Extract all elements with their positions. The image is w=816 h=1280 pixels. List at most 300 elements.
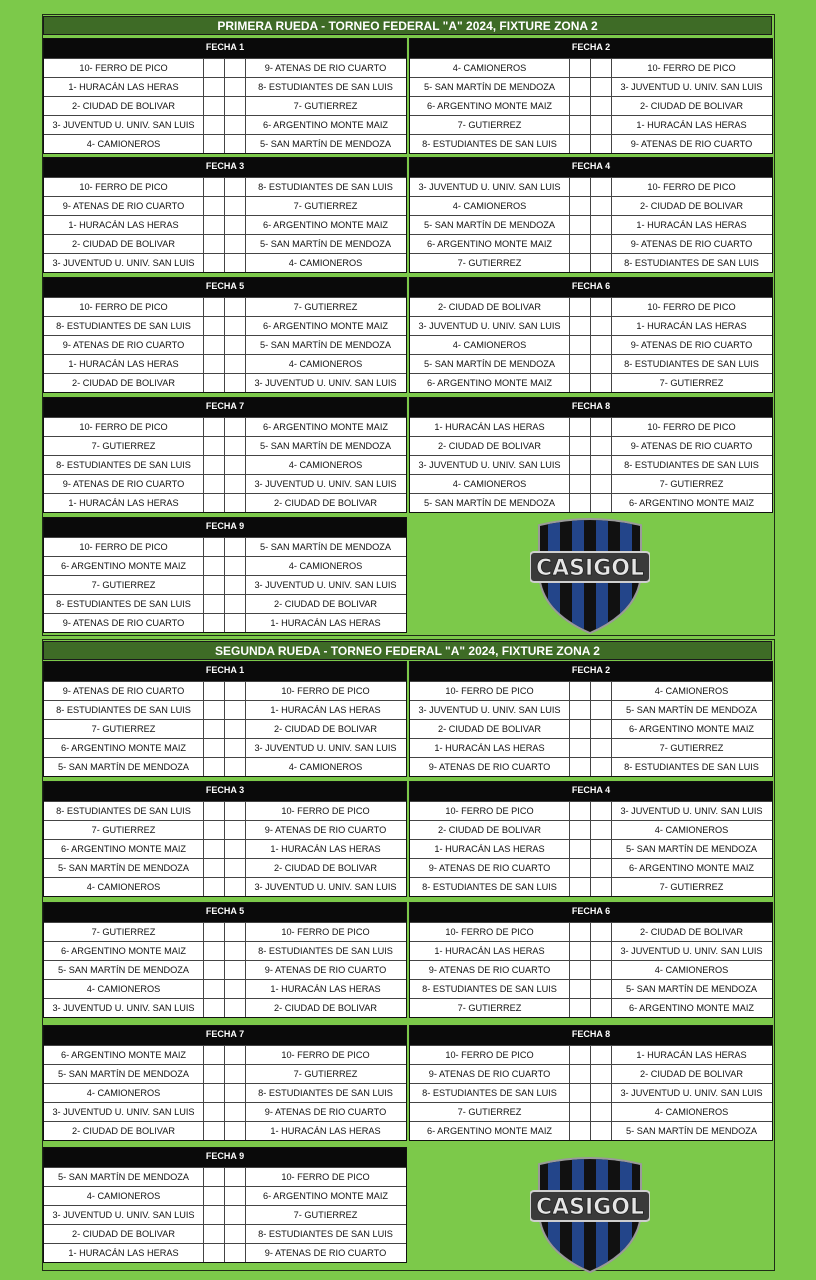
away-team: 3- JUVENTUD U. UNIV. SAN LUIS <box>611 802 771 820</box>
home-team: 9- ATENAS DE RIO CUARTO <box>62 340 185 350</box>
home-score-cell <box>569 1103 590 1121</box>
home-score-cell <box>569 878 590 896</box>
segunda-rueda-title: SEGUNDA RUEDA - TORNEO FEDERAL "A" 2024, FIXTURE ZONA 2 <box>43 641 772 660</box>
home-score-cell <box>203 923 224 941</box>
home-score-cell <box>203 216 224 234</box>
match-row <box>410 96 772 115</box>
fecha-table <box>409 1025 773 1141</box>
fecha-header: FECHA 6 <box>410 278 772 297</box>
home-team: 2- CIUDAD DE BOLIVAR <box>438 302 541 312</box>
home-score-cell <box>569 682 590 700</box>
away-team: 2- CIUDAD DE BOLIVAR <box>611 97 771 115</box>
match-row <box>410 719 772 738</box>
match-row <box>44 575 406 594</box>
away-score-cell <box>590 739 611 757</box>
home-team: 7- GUTIERREZ <box>457 258 522 268</box>
fecha-table <box>409 277 773 393</box>
away-team: 7- GUTIERREZ <box>245 1065 405 1083</box>
away-score-cell <box>224 135 245 153</box>
fecha-table <box>409 397 773 513</box>
match-row <box>44 253 406 272</box>
home-score-cell <box>203 682 224 700</box>
home-score-cell <box>203 538 224 556</box>
away-team: 10- FERRO DE PICO <box>245 923 405 941</box>
home-score-cell <box>203 701 224 719</box>
away-score-cell <box>590 859 611 877</box>
match-row <box>44 493 406 512</box>
away-score-cell <box>224 1225 245 1243</box>
match-row <box>44 757 406 776</box>
home-score-cell <box>203 1084 224 1102</box>
match-row <box>410 115 772 134</box>
away-team: 7- GUTIERREZ <box>245 197 405 215</box>
away-score-cell <box>224 1122 245 1140</box>
match-row <box>44 58 406 77</box>
home-score-cell <box>569 254 590 272</box>
home-score-cell <box>203 980 224 998</box>
away-score-cell <box>590 720 611 738</box>
match-row <box>44 436 406 455</box>
away-team: 3- JUVENTUD U. UNIV. SAN LUIS <box>245 576 405 594</box>
away-score-cell <box>224 355 245 373</box>
fecha-table <box>43 661 407 777</box>
match-row <box>44 681 406 700</box>
away-score-cell <box>590 682 611 700</box>
home-score-cell <box>203 418 224 436</box>
match-row <box>410 58 772 77</box>
fecha-table <box>43 157 407 273</box>
home-team: 7- GUTIERREZ <box>457 1003 522 1013</box>
fecha-header: FECHA 4 <box>410 782 772 801</box>
home-score-cell <box>203 1168 224 1186</box>
away-team: 7- GUTIERREZ <box>611 374 771 392</box>
home-team: 3- JUVENTUD U. UNIV. SAN LUIS <box>52 258 195 268</box>
away-score-cell <box>590 317 611 335</box>
away-team: 6- ARGENTINO MONTE MAIZ <box>611 859 771 877</box>
home-score-cell <box>203 576 224 594</box>
home-team: 8- ESTUDIANTES DE SAN LUIS <box>56 806 191 816</box>
home-team: 5- SAN MARTÍN DE MENDOZA <box>423 82 556 92</box>
match-row <box>410 455 772 474</box>
away-score-cell <box>224 576 245 594</box>
away-team: 9- ATENAS DE RIO CUARTO <box>245 1244 405 1262</box>
match-row <box>410 177 772 196</box>
fecha-header: FECHA 3 <box>44 158 406 177</box>
home-score-cell <box>203 374 224 392</box>
fecha-header: FECHA 2 <box>410 39 772 58</box>
home-team: 1- HURACÁN LAS HERAS <box>68 1248 179 1258</box>
away-score-cell <box>224 197 245 215</box>
away-team: 1- HURACÁN LAS HERAS <box>611 116 771 134</box>
away-score-cell <box>224 1244 245 1262</box>
away-team: 10- FERRO DE PICO <box>611 418 771 436</box>
home-score-cell <box>569 317 590 335</box>
home-team: 1- HURACÁN LAS HERAS <box>434 743 545 753</box>
casigol-logo <box>530 1155 650 1275</box>
home-team: 10- FERRO DE PICO <box>79 422 168 432</box>
away-team: 8- ESTUDIANTES DE SAN LUIS <box>245 78 405 96</box>
home-score-cell <box>569 59 590 77</box>
away-team: 9- ATENAS DE RIO CUARTO <box>611 437 771 455</box>
match-row <box>44 96 406 115</box>
match-row <box>44 820 406 839</box>
away-team: 3- JUVENTUD U. UNIV. SAN LUIS <box>611 942 771 960</box>
match-row <box>44 556 406 575</box>
fecha-header: FECHA 6 <box>410 903 772 922</box>
match-row <box>44 215 406 234</box>
home-score-cell <box>203 298 224 316</box>
fecha-header: FECHA 9 <box>44 518 406 537</box>
home-team: 4- CAMIONEROS <box>452 63 527 73</box>
away-team: 6- ARGENTINO MONTE MAIZ <box>245 1187 405 1205</box>
home-team: 7- GUTIERREZ <box>457 1107 522 1117</box>
match-row <box>44 613 406 632</box>
away-team: 10- FERRO DE PICO <box>611 298 771 316</box>
home-score-cell <box>203 1122 224 1140</box>
home-team: 4- CAMIONEROS <box>86 984 161 994</box>
away-team: 5- SAN MARTÍN DE MENDOZA <box>611 1122 771 1140</box>
away-team: 5- SAN MARTÍN DE MENDOZA <box>245 235 405 253</box>
away-score-cell <box>224 1206 245 1224</box>
home-score-cell <box>203 235 224 253</box>
home-score-cell <box>569 355 590 373</box>
away-team: 1- HURACÁN LAS HERAS <box>245 980 405 998</box>
home-team: 1- HURACÁN LAS HERAS <box>68 82 179 92</box>
away-score-cell <box>590 1046 611 1064</box>
fecha-header: FECHA 4 <box>410 158 772 177</box>
home-team: 9- ATENAS DE RIO CUARTO <box>62 201 185 211</box>
home-score-cell <box>569 961 590 979</box>
away-score-cell <box>590 802 611 820</box>
away-team: 9- ATENAS DE RIO CUARTO <box>245 821 405 839</box>
away-score-cell <box>590 1065 611 1083</box>
home-score-cell <box>203 840 224 858</box>
fecha-table <box>43 1147 407 1263</box>
home-score-cell <box>203 758 224 776</box>
home-team: 4- CAMIONEROS <box>86 882 161 892</box>
home-team: 5- SAN MARTÍN DE MENDOZA <box>423 498 556 508</box>
home-score-cell <box>569 1046 590 1064</box>
away-team: 3- JUVENTUD U. UNIV. SAN LUIS <box>245 475 405 493</box>
away-team: 8- ESTUDIANTES DE SAN LUIS <box>245 942 405 960</box>
away-team: 5- SAN MARTÍN DE MENDOZA <box>245 538 405 556</box>
home-score-cell <box>203 494 224 512</box>
match-row <box>44 801 406 820</box>
away-team: 4- CAMIONEROS <box>611 682 771 700</box>
match-row <box>410 941 772 960</box>
home-team: 3- JUVENTUD U. UNIV. SAN LUIS <box>52 1003 195 1013</box>
away-score-cell <box>590 298 611 316</box>
home-score-cell <box>203 1187 224 1205</box>
match-row <box>44 417 406 436</box>
match-row <box>410 253 772 272</box>
home-score-cell <box>203 78 224 96</box>
match-row <box>44 998 406 1017</box>
away-score-cell <box>224 942 245 960</box>
match-row <box>410 335 772 354</box>
away-score-cell <box>590 374 611 392</box>
match-row <box>44 297 406 316</box>
away-team: 3- JUVENTUD U. UNIV. SAN LUIS <box>611 1084 771 1102</box>
home-score-cell <box>569 116 590 134</box>
home-team: 3- JUVENTUD U. UNIV. SAN LUIS <box>418 705 561 715</box>
away-team: 9- ATENAS DE RIO CUARTO <box>245 59 405 77</box>
home-score-cell <box>569 336 590 354</box>
home-team: 9- ATENAS DE RIO CUARTO <box>62 479 185 489</box>
home-team: 7- GUTIERREZ <box>91 441 156 451</box>
home-score-cell <box>569 1084 590 1102</box>
home-team: 5- SAN MARTÍN DE MENDOZA <box>57 965 190 975</box>
home-score-cell <box>569 840 590 858</box>
away-team: 6- ARGENTINO MONTE MAIZ <box>245 317 405 335</box>
away-score-cell <box>224 980 245 998</box>
home-score-cell <box>203 1244 224 1262</box>
home-team: 5- SAN MARTÍN DE MENDOZA <box>57 1069 190 1079</box>
match-row <box>44 537 406 556</box>
away-team: 10- FERRO DE PICO <box>611 178 771 196</box>
home-team: 4- CAMIONEROS <box>86 139 161 149</box>
away-score-cell <box>590 1122 611 1140</box>
home-team: 8- ESTUDIANTES DE SAN LUIS <box>56 321 191 331</box>
away-score-cell <box>590 97 611 115</box>
home-score-cell <box>203 456 224 474</box>
match-row <box>44 700 406 719</box>
away-score-cell <box>224 374 245 392</box>
away-team: 8- ESTUDIANTES DE SAN LUIS <box>245 178 405 196</box>
home-score-cell <box>203 802 224 820</box>
away-team: 7- GUTIERREZ <box>611 878 771 896</box>
away-score-cell <box>224 821 245 839</box>
away-score-cell <box>224 178 245 196</box>
home-score-cell <box>569 97 590 115</box>
match-row <box>44 1121 406 1140</box>
fecha-table <box>409 902 773 1018</box>
home-score-cell <box>569 758 590 776</box>
home-team: 2- CIUDAD DE BOLIVAR <box>72 1126 175 1136</box>
home-score-cell <box>569 418 590 436</box>
away-score-cell <box>590 758 611 776</box>
home-score-cell <box>203 59 224 77</box>
fecha-header: FECHA 7 <box>44 398 406 417</box>
away-team: 1- HURACÁN LAS HERAS <box>245 840 405 858</box>
match-row <box>44 1167 406 1186</box>
home-score-cell <box>569 720 590 738</box>
home-team: 1- HURACÁN LAS HERAS <box>68 359 179 369</box>
match-row <box>410 234 772 253</box>
match-row <box>410 979 772 998</box>
away-score-cell <box>224 923 245 941</box>
away-score-cell <box>224 298 245 316</box>
away-score-cell <box>224 701 245 719</box>
fecha-header: FECHA 8 <box>410 1026 772 1045</box>
match-row <box>410 738 772 757</box>
away-score-cell <box>224 1046 245 1064</box>
away-score-cell <box>224 1084 245 1102</box>
away-team: 4- CAMIONEROS <box>611 1103 771 1121</box>
home-team: 1- HURACÁN LAS HERAS <box>68 498 179 508</box>
home-team: 4- CAMIONEROS <box>452 201 527 211</box>
home-score-cell <box>203 197 224 215</box>
home-team: 3- JUVENTUD U. UNIV. SAN LUIS <box>52 1107 195 1117</box>
home-score-cell <box>569 859 590 877</box>
home-team: 6- ARGENTINO MONTE MAIZ <box>426 101 553 111</box>
home-score-cell <box>569 1065 590 1083</box>
away-score-cell <box>224 475 245 493</box>
match-row <box>44 1224 406 1243</box>
away-score-cell <box>224 456 245 474</box>
away-team: 5- SAN MARTÍN DE MENDOZA <box>245 336 405 354</box>
away-score-cell <box>224 235 245 253</box>
match-row <box>410 820 772 839</box>
away-score-cell <box>224 802 245 820</box>
home-team: 2- CIUDAD DE BOLIVAR <box>72 101 175 111</box>
away-score-cell <box>224 1168 245 1186</box>
away-score-cell <box>590 821 611 839</box>
home-team: 10- FERRO DE PICO <box>445 686 534 696</box>
away-team: 2- CIUDAD DE BOLIVAR <box>611 1065 771 1083</box>
away-score-cell <box>224 494 245 512</box>
away-score-cell <box>224 317 245 335</box>
home-team: 9- ATENAS DE RIO CUARTO <box>62 686 185 696</box>
match-row <box>44 719 406 738</box>
home-team: 7- GUTIERREZ <box>457 120 522 130</box>
match-row <box>410 316 772 335</box>
away-score-cell <box>224 78 245 96</box>
home-team: 6- ARGENTINO MONTE MAIZ <box>60 743 187 753</box>
home-team: 3- JUVENTUD U. UNIV. SAN LUIS <box>418 321 561 331</box>
match-row <box>410 436 772 455</box>
fecha-table <box>409 38 773 154</box>
away-team: 9- ATENAS DE RIO CUARTO <box>611 336 771 354</box>
home-team: 8- ESTUDIANTES DE SAN LUIS <box>422 882 557 892</box>
primera-rueda-title: PRIMERA RUEDA - TORNEO FEDERAL "A" 2024, FIXTURE ZONA 2 <box>43 16 772 35</box>
home-score-cell <box>203 1103 224 1121</box>
match-row <box>410 77 772 96</box>
match-row <box>410 297 772 316</box>
match-row <box>44 1205 406 1224</box>
home-score-cell <box>203 317 224 335</box>
away-team: 2- CIUDAD DE BOLIVAR <box>611 923 771 941</box>
away-score-cell <box>590 178 611 196</box>
away-score-cell <box>590 878 611 896</box>
away-score-cell <box>590 961 611 979</box>
match-row <box>44 1064 406 1083</box>
home-score-cell <box>569 456 590 474</box>
match-row <box>44 922 406 941</box>
home-team: 6- ARGENTINO MONTE MAIZ <box>426 1126 553 1136</box>
home-team: 1- HURACÁN LAS HERAS <box>434 422 545 432</box>
away-score-cell <box>224 97 245 115</box>
away-score-cell <box>590 456 611 474</box>
match-row <box>410 801 772 820</box>
match-row <box>44 134 406 153</box>
away-score-cell <box>224 1187 245 1205</box>
match-row <box>44 1102 406 1121</box>
away-score-cell <box>590 999 611 1017</box>
away-score-cell <box>590 254 611 272</box>
match-row <box>44 455 406 474</box>
fecha-table <box>409 781 773 897</box>
home-team: 1- HURACÁN LAS HERAS <box>68 220 179 230</box>
home-team: 7- GUTIERREZ <box>91 580 156 590</box>
match-row <box>44 354 406 373</box>
home-team: 4- CAMIONEROS <box>86 1191 161 1201</box>
fecha-header: FECHA 1 <box>44 39 406 58</box>
home-score-cell <box>203 720 224 738</box>
away-score-cell <box>590 197 611 215</box>
away-score-cell <box>590 235 611 253</box>
fecha-table <box>43 38 407 154</box>
match-row <box>44 941 406 960</box>
away-team: 5- SAN MARTÍN DE MENDOZA <box>611 980 771 998</box>
fecha-table <box>43 1025 407 1141</box>
away-team: 2- CIUDAD DE BOLIVAR <box>245 999 405 1017</box>
away-score-cell <box>590 418 611 436</box>
home-score-cell <box>569 475 590 493</box>
home-team: 1- HURACÁN LAS HERAS <box>434 946 545 956</box>
away-team: 1- HURACÁN LAS HERAS <box>245 1122 405 1140</box>
match-row <box>410 417 772 436</box>
home-team: 5- SAN MARTÍN DE MENDOZA <box>57 762 190 772</box>
home-team: 10- FERRO DE PICO <box>445 1050 534 1060</box>
away-team: 4- CAMIONEROS <box>611 961 771 979</box>
match-row <box>44 77 406 96</box>
home-team: 10- FERRO DE PICO <box>445 806 534 816</box>
away-score-cell <box>590 475 611 493</box>
match-row <box>410 493 772 512</box>
fecha-table <box>43 902 407 1018</box>
home-team: 2- CIUDAD DE BOLIVAR <box>438 724 541 734</box>
away-team: 10- FERRO DE PICO <box>611 59 771 77</box>
away-team: 9- ATENAS DE RIO CUARTO <box>611 235 771 253</box>
home-score-cell <box>203 557 224 575</box>
match-row <box>44 839 406 858</box>
home-team: 8- ESTUDIANTES DE SAN LUIS <box>56 599 191 609</box>
match-row <box>410 998 772 1017</box>
away-team: 6- ARGENTINO MONTE MAIZ <box>245 418 405 436</box>
away-score-cell <box>590 494 611 512</box>
away-score-cell <box>224 840 245 858</box>
home-score-cell <box>203 614 224 632</box>
away-team: 8- ESTUDIANTES DE SAN LUIS <box>611 758 771 776</box>
home-score-cell <box>569 178 590 196</box>
home-team: 5- SAN MARTÍN DE MENDOZA <box>423 359 556 369</box>
away-score-cell <box>224 1103 245 1121</box>
fecha-table <box>43 277 407 393</box>
home-team: 10- FERRO DE PICO <box>445 927 534 937</box>
away-score-cell <box>590 1084 611 1102</box>
home-score-cell <box>569 216 590 234</box>
away-score-cell <box>590 336 611 354</box>
match-row <box>44 177 406 196</box>
away-team: 1- HURACÁN LAS HERAS <box>611 216 771 234</box>
away-score-cell <box>224 557 245 575</box>
home-team: 2- CIUDAD DE BOLIVAR <box>72 1229 175 1239</box>
match-row <box>410 134 772 153</box>
match-row <box>410 196 772 215</box>
away-team: 8- ESTUDIANTES DE SAN LUIS <box>245 1084 405 1102</box>
match-row <box>410 474 772 493</box>
away-score-cell <box>590 355 611 373</box>
away-team: 6- ARGENTINO MONTE MAIZ <box>611 494 771 512</box>
fecha-table <box>43 781 407 897</box>
match-row <box>410 373 772 392</box>
away-team: 4- CAMIONEROS <box>611 821 771 839</box>
logo-text: CASIGOL <box>536 556 644 581</box>
away-score-cell <box>590 437 611 455</box>
away-team: 6- ARGENTINO MONTE MAIZ <box>611 999 771 1017</box>
away-score-cell <box>224 336 245 354</box>
